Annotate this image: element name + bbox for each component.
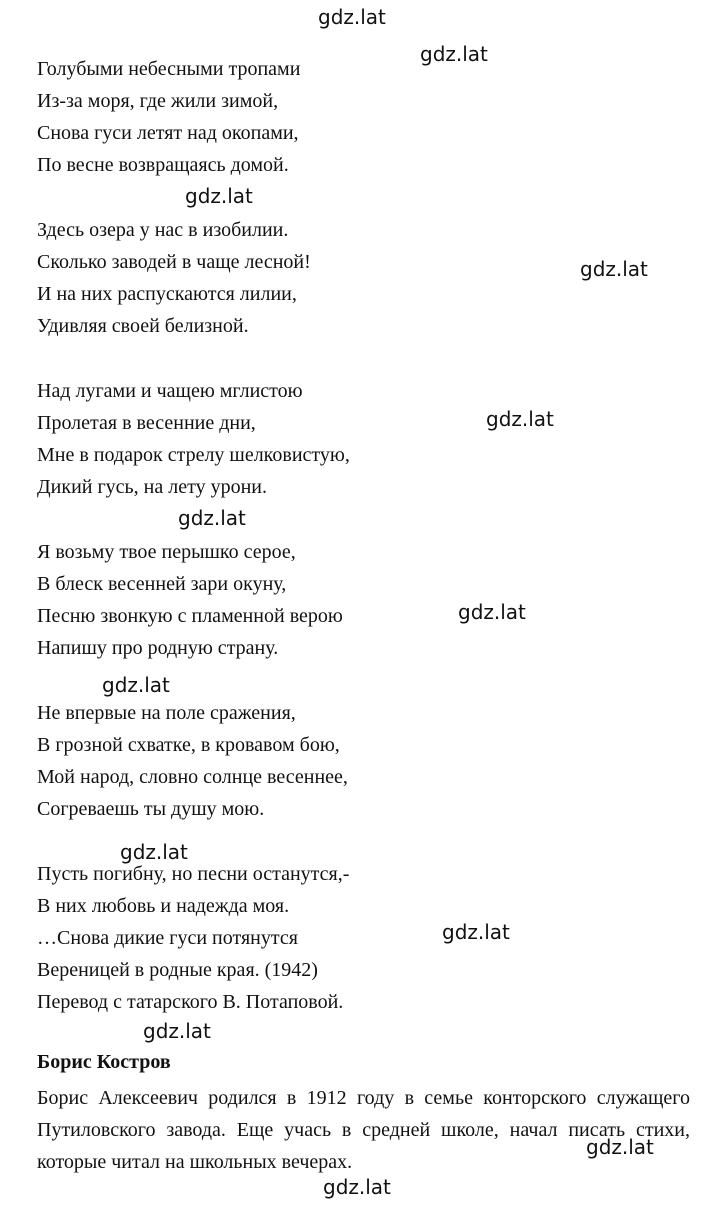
poem-line: Удивляя своей белизной. bbox=[37, 315, 249, 337]
poem-line: Согреваешь ты душу мою. bbox=[37, 798, 265, 820]
poem-line: Мне в подарок стрелу шелковистую, bbox=[37, 444, 350, 466]
poem-line: Не впервые на поле сражения, bbox=[37, 702, 296, 724]
poem-line: Сколько заводей в чаще лесной! bbox=[37, 251, 311, 273]
watermark: gdz.lat bbox=[420, 42, 488, 66]
poem-line: Снова гуси летят над окопами, bbox=[37, 122, 299, 144]
poem-line: Над лугами и чащею мглистою bbox=[37, 380, 303, 402]
watermark: gdz.lat bbox=[458, 600, 526, 624]
poem-line: И на них распускаются лилии, bbox=[37, 283, 297, 305]
watermark: gdz.lat bbox=[178, 506, 246, 530]
biography-paragraph: Борис Алексеевич родился в 1912 году в семье конторского служащего Путиловского завода. Еще учась в средней школе, начал писать стихи, которые читал на школьных вечерах. bbox=[37, 1087, 690, 1173]
poem-line: Из-за моря, где жили зимой, bbox=[37, 90, 279, 112]
watermark: gdz.lat bbox=[442, 920, 510, 944]
poem-line: По весне возвращаясь домой. bbox=[37, 154, 289, 176]
poem-line: В них любовь и надежда моя. bbox=[37, 895, 290, 917]
poem-line: Вереницей в родные края. (1942) bbox=[37, 959, 318, 981]
watermark: gdz.lat bbox=[185, 184, 253, 208]
watermark: gdz.lat bbox=[102, 673, 170, 697]
poem-line: Песню звонкую с пламенной верою bbox=[37, 605, 343, 627]
poem-line: В грозной схватке, в кровавом бою, bbox=[37, 734, 340, 756]
watermark: gdz.lat bbox=[143, 1019, 211, 1043]
poem-line: В блеск весенней зари окуну, bbox=[37, 573, 287, 595]
watermark: gdz.lat bbox=[586, 1135, 654, 1159]
poem-line: Пролетая в весенние дни, bbox=[37, 412, 256, 434]
watermark: gdz.lat bbox=[120, 840, 188, 864]
watermark: gdz.lat bbox=[486, 407, 554, 431]
watermark: gdz.lat bbox=[318, 5, 386, 29]
poem-line: Я возьму твое перышко серое, bbox=[37, 541, 296, 563]
poem-line: Здесь озера у нас в изобилии. bbox=[37, 219, 289, 241]
watermark: gdz.lat bbox=[323, 1175, 391, 1199]
section-heading: Борис Костров bbox=[37, 1051, 171, 1073]
poem-line: Голубыми небесными тропами bbox=[37, 58, 301, 80]
poem-translation-credit: Перевод с татарского В. Потаповой. bbox=[37, 991, 344, 1013]
poem-line: …Снова дикие гуси потянутся bbox=[37, 927, 298, 949]
poem-line: Дикий гусь, на лету урони. bbox=[37, 476, 267, 498]
watermark: gdz.lat bbox=[580, 257, 648, 281]
poem-line: Пусть погибну, но песни останутся,- bbox=[37, 863, 350, 885]
poem-line: Мой народ, словно солнце весеннее, bbox=[37, 766, 348, 788]
poem-line: Напишу про родную страну. bbox=[37, 637, 279, 659]
